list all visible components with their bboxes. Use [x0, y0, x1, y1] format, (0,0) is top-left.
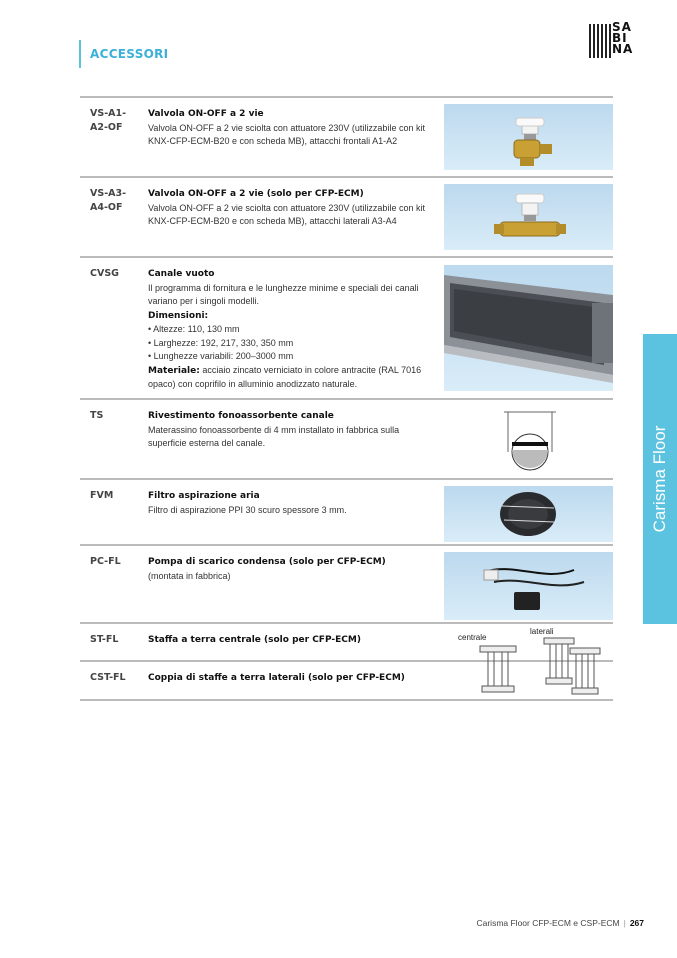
product-code: VS-A3- A4-OF: [90, 188, 127, 213]
page-number: 267: [629, 918, 644, 928]
list-item: • Larghezze: 192, 217, 330, 350 mm: [148, 337, 438, 351]
product-text: Valvola ON-OFF a 2 vie sciolta con attuatore 230V (utilizzabile con kit KNX-CFP-ECM-B20 e con scheda MB), attacchi laterali A3-A4: [148, 202, 425, 226]
header-accent-bar: [79, 40, 81, 68]
product-title: Filtro aspirazione aria: [148, 491, 260, 501]
product-title: Pompa di scarico condensa (solo per CFP-ECM): [148, 557, 386, 567]
product-text: (montata in fabbrica): [148, 570, 231, 581]
product-title: Canale vuoto: [148, 269, 215, 279]
bracket-center-label: centrale: [458, 633, 487, 642]
product-code: VS-A1- A2-OF: [90, 108, 127, 133]
section-title: ACCESSORI: [90, 47, 169, 61]
product-code: TS: [90, 410, 104, 421]
filter-image: [444, 486, 613, 542]
product-title: Staffa a terra centrale (solo per CFP-ECM): [148, 635, 361, 645]
product-code: PC-FL: [90, 556, 121, 567]
product-row: [80, 256, 613, 400]
product-text: Materassino fonoassorbente di 4 mm installato in fabbrica sulla superficie esterna del canale.: [148, 424, 400, 448]
footer-text: Carisma Floor CFP-ECM e CSP-ECM: [476, 918, 620, 928]
product-row: [80, 96, 613, 178]
product-text: Valvola ON-OFF a 2 vie sciolta con attuatore 230V (utilizzabile con kit KNX-CFP-ECM-B20 e con scheda MB), attacchi frontali A1-A2: [148, 122, 425, 146]
condensate-pump-image: [444, 552, 613, 620]
product-title: Valvola ON-OFF a 2 vie: [148, 109, 264, 119]
product-text: Il programma di fornitura e le lunghezze minime e speciali dei canali variano per i singoli modelli.: [148, 282, 419, 306]
dimensions-label: Dimensioni:: [148, 310, 209, 321]
product-code: FVM: [90, 490, 114, 501]
product-row: [80, 544, 613, 624]
side-tab-label: Carisma Floor: [650, 425, 669, 533]
bracket-side-label: laterali: [530, 627, 554, 636]
page-footer: Carisma Floor CFP-ECM e CSP-ECM | 267: [476, 918, 644, 928]
product-row: [80, 398, 613, 480]
empty-channel-image: [444, 265, 613, 391]
product-code: CST-FL: [90, 672, 126, 683]
dimensions-list: [148, 323, 438, 364]
product-code: ST-FL: [90, 634, 119, 645]
list-item: • Lunghezze variabili: 200–3000 mm: [148, 350, 438, 364]
product-title: Coppia di staffe a terra laterali (solo per CFP-ECM): [148, 673, 405, 683]
list-item: • Altezze: 110, 130 mm: [148, 323, 438, 337]
valve-side-image: [444, 184, 613, 250]
valve-front-image: [444, 104, 613, 170]
material-label: Materiale:: [148, 365, 200, 376]
product-code: CVSG: [90, 268, 119, 279]
side-section-tab: [643, 334, 677, 624]
product-title: Valvola ON-OFF a 2 vie (solo per CFP-ECM): [148, 189, 364, 199]
table-bottom-rule: [80, 699, 613, 701]
floor-brackets-image: [452, 624, 612, 696]
product-row: [80, 478, 613, 546]
sound-insulation-diagram: [444, 408, 613, 474]
product-row: [80, 176, 613, 258]
product-title: Rivestimento fonoassorbente canale: [148, 411, 334, 421]
product-text: Filtro di aspirazione PPI 30 scuro spessore 3 mm.: [148, 504, 347, 515]
sabiana-logo: SA BI NA: [589, 22, 649, 64]
material-text: acciaio zincato verniciato in colore antracite (RAL 7016 opaco) con coprifilo in alluminio anodizzato naturale.: [148, 364, 422, 389]
